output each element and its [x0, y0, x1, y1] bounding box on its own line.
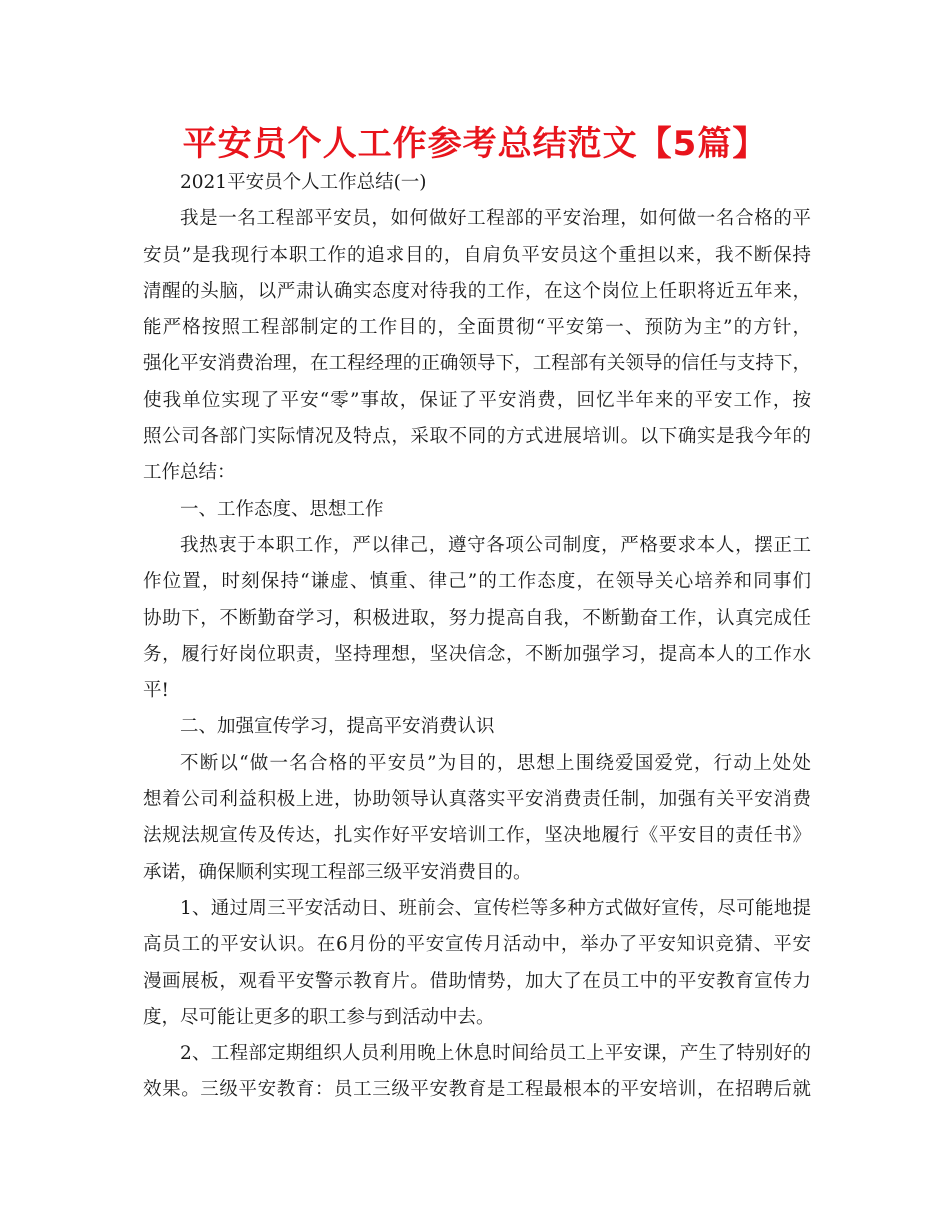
body-line: 2、工程部定期组织人员利用晚上休息时间给员工上平安课，产生了特别好的	[180, 1043, 811, 1065]
body-line: 2021平安员个人工作总结(一)	[180, 172, 427, 193]
body-line: 我是一名工程部平安员，如何做好工程部的平安治理，如何做一名合格的平	[180, 208, 811, 230]
body-line: 法规法规宣传及传达，扎实作好平安培训工作，坚决地履行《平安目的责任书》	[143, 825, 811, 847]
body-line: 二、加强宣传学习，提高平安消费认识	[180, 716, 495, 738]
body-line: 协助下，不断勤奋学习，积极进取，努力提高自我，不断勤奋工作，认真完成任	[143, 607, 811, 629]
body-line: 效果。三级平安教育：员工三级平安教育是工程最根本的平安培训，在招聘后就	[143, 1079, 811, 1101]
body-line: 我热衷于本职工作，严以律己，遵守各项公司制度，严格要求本人，摆正工	[180, 534, 811, 556]
body-line: 承诺，确保顺利实现工程部三级平安消费目的。	[143, 861, 532, 883]
body-line: 1、通过周三平安活动日、班前会、宣传栏等多种方式做好宣传，尽可能地提	[180, 897, 811, 919]
body-line: 使我单位实现了平安“零”事故，保证了平安消费，回忆半年来的平安工作，按	[143, 389, 811, 411]
body-line: 能严格按照工程部制定的工作目的，全面贯彻“平安第一、预防为主”的方针，	[143, 317, 811, 339]
body-line: 强化平安消费治理，在工程经理的正确领导下，工程部有关领导的信任与支持下，	[143, 353, 811, 375]
body-line: 务，履行好岗位职责，坚持理想，坚决信念，不断加强学习，提高本人的工作水	[143, 643, 811, 665]
body-line: 高员工的平安认识。在6月份的平安宣传月活动中，举办了平安知识竞猜、平安	[143, 934, 811, 956]
document-title: 平安员个人工作参考总结范文【5篇】	[182, 124, 768, 164]
body-line: 照公司各部门实际情况及特点，采取不同的方式进展培训。以下确实是我今年的	[143, 426, 811, 448]
body-line: 不断以“做一名合格的平安员”为目的，思想上围绕爱国爱党，行动上处处	[180, 752, 811, 774]
body-line: 安员”是我现行本职工作的追求目的，自肩负平安员这个重担以来，我不断保持	[143, 244, 811, 266]
body-line: 漫画展板，观看平安警示教育片。借助情势，加大了在员工中的平安教育宣传力	[143, 970, 811, 992]
body-line: 想着公司利益积极上进，协助领导认真落实平安消费责任制，加强有关平安消费	[143, 789, 811, 811]
body-line: 平!	[143, 680, 169, 702]
body-line: 清醒的头脑，以严肃认确实态度对待我的工作，在这个岗位上任职将近五年来，	[143, 280, 811, 302]
body-line: 度，尽可能让更多的职工参与到活动中去。	[143, 1006, 495, 1028]
body-line: 作位置，时刻保持“谦虚、慎重、律己”的工作态度，在领导关心培养和同事们	[143, 571, 811, 593]
document-body	[143, 165, 811, 1109]
body-line: 工作总结：	[143, 462, 236, 484]
body-line: 一、工作态度、思想工作	[180, 498, 384, 520]
